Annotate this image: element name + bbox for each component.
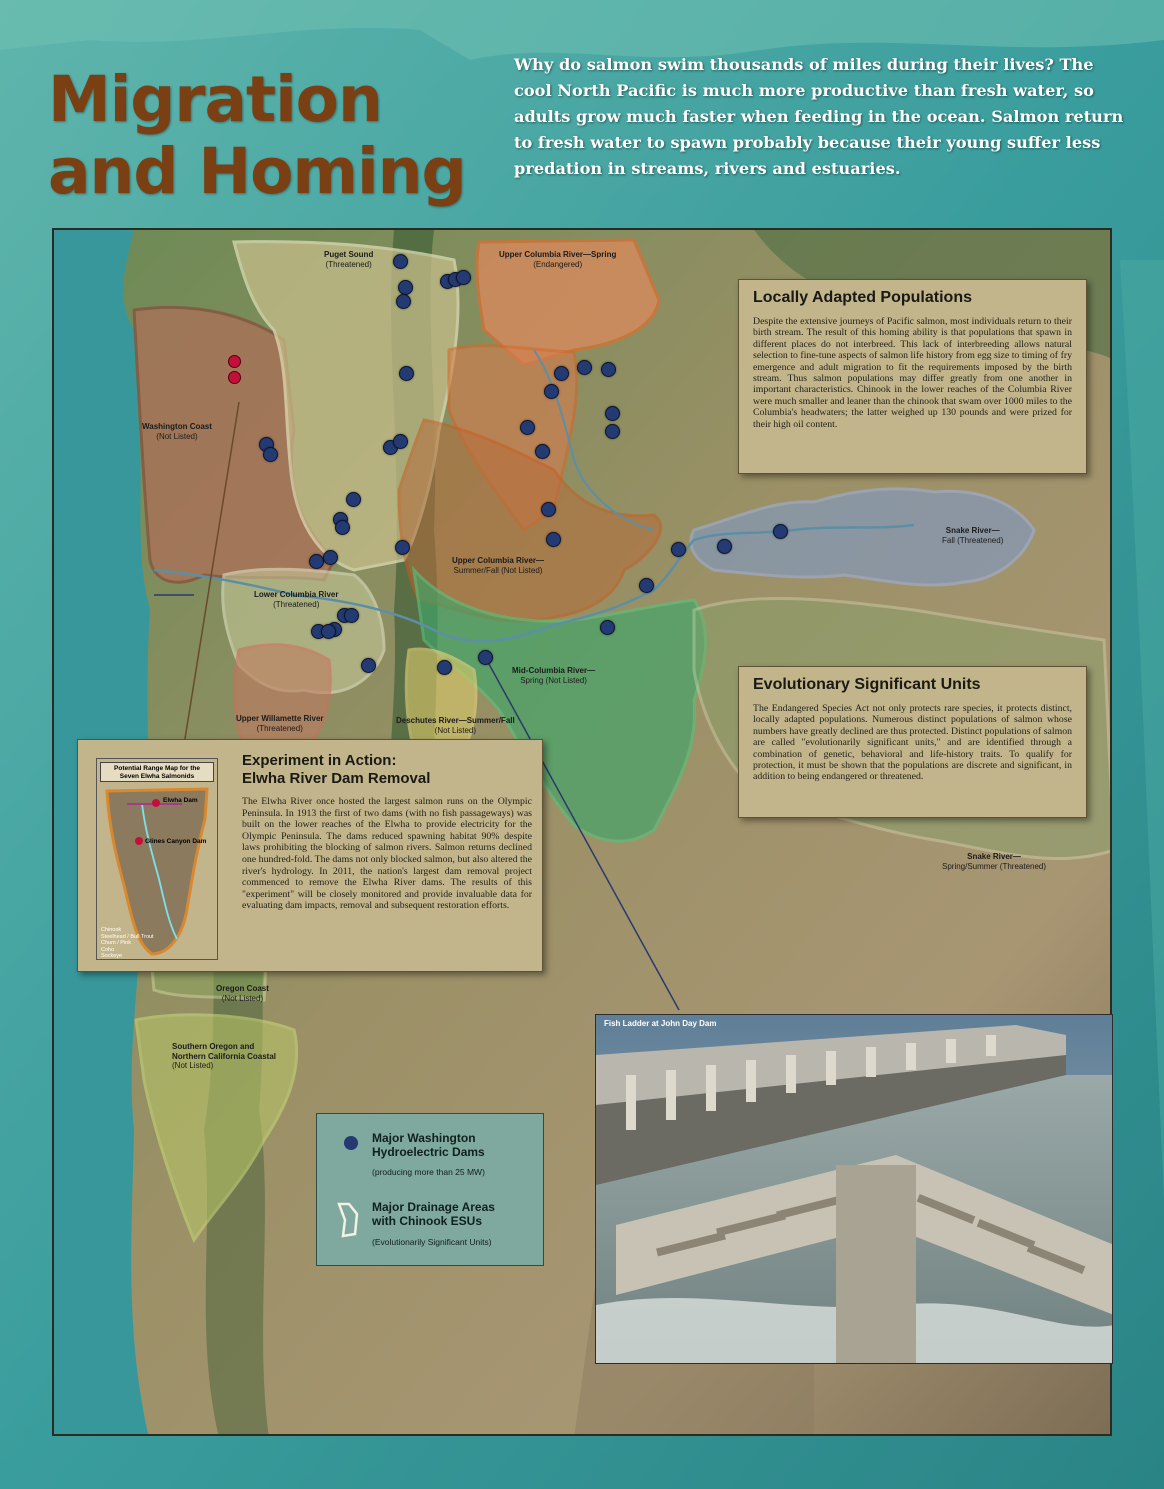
panel-heading-2: Elwha River Dam Removal bbox=[242, 770, 431, 787]
panel-body: Despite the extensive journeys of Pacific salmon, most individuals return to their birth stream. The result of this homing ability is that populations that spawn in different places do not interbreed. This lack of interbreeding allows natural selection to fine-tune aspects of salmon life history from egg size to timing of fry emergence and adult migration to fit the requirements imposed by the birth stream. Thus salmon populations may differ greatly from one another in important characteristics. Chinook in the lower reaches of the Columbia River were much smaller and leaner than the chinook that swam over 1000 miles to the Columbia's headwaters; the latter weighed up 130 pounds and were prized for their high oil content. bbox=[753, 316, 1072, 430]
elwha-dam-marker bbox=[228, 355, 241, 368]
esu-name: Southern Oregon and bbox=[172, 1042, 255, 1051]
esu-label-upper-columbia-spring bbox=[499, 250, 616, 269]
esu-status: Fall (Threatened) bbox=[942, 535, 1004, 545]
dam-marker bbox=[478, 650, 493, 665]
dam-legend-title-2: Hydroelectric Dams bbox=[372, 1145, 485, 1159]
dam-marker bbox=[399, 366, 414, 381]
panel-body: The Elwha River once hosted the largest salmon runs on the Olympic Peninsula. In 1913 the first of two dams (with no fish passageways) was built on the lower reaches of the Elwha to provide electricity for the Olympic Peninsula. The dams reduced spawning habitat 90% despite laws prohibiting the blocking of salmon rivers. Salmon returns declined one hundred-fold. The dams not only blocked salmon, but also altered the river's hydrology. In 2011, the nation's largest dam removal project commenced to remove the Elwha River dams. The results of this "experiment" will be closely monitored and provide invaluable data for evaluating dam impacts, removal and subsequent restoration efforts. bbox=[242, 796, 532, 912]
dam-marker bbox=[600, 620, 615, 635]
dam-marker bbox=[717, 539, 732, 554]
esu-name: Washington Coast bbox=[142, 422, 212, 431]
esu-legend-sub: (Evolutionarily Significant Units) bbox=[372, 1237, 492, 1247]
esu-status: Spring (Not Listed) bbox=[520, 675, 587, 685]
inset-legend-item: Coho bbox=[101, 946, 115, 953]
dam-legend-icon bbox=[344, 1136, 358, 1150]
dam-legend-sub: (producing more than 25 MW) bbox=[372, 1167, 485, 1177]
dam-marker bbox=[577, 360, 592, 375]
esu-label-deschutes bbox=[396, 716, 515, 735]
glines-dam-label: Glines Canyon Dam bbox=[145, 838, 207, 845]
dam-marker bbox=[395, 540, 410, 555]
esu-name: Upper Willamette River bbox=[236, 714, 324, 723]
dam-marker bbox=[346, 492, 361, 507]
esu-name: Deschutes River—Summer/Fall bbox=[396, 716, 515, 725]
esu-name: Snake River— bbox=[945, 526, 1000, 535]
esu-label-southern-oregon-n-california bbox=[172, 1042, 276, 1071]
esu-name: Mid-Columbia River— bbox=[512, 666, 596, 675]
esu-label-oregon-coast bbox=[216, 984, 269, 1003]
esu-status: (Threatened) bbox=[256, 723, 303, 733]
title-line-1: Migration bbox=[48, 63, 382, 136]
esu-label-snake-river-fall bbox=[942, 526, 1003, 545]
elwha-dam-label: Elwha Dam bbox=[163, 797, 198, 804]
dam-legend-title bbox=[372, 1131, 485, 1159]
esu-label-washington-coast bbox=[142, 422, 212, 441]
inset-legend-item: Sockeye bbox=[101, 953, 123, 959]
esu-name-2: Northern California Coastal bbox=[172, 1051, 277, 1061]
esu-name: Upper Columbia River—Spring bbox=[499, 250, 617, 259]
esu-status: (Threatened) bbox=[273, 599, 320, 609]
esu-label-lower-columbia bbox=[254, 590, 338, 609]
dam-marker bbox=[544, 384, 559, 399]
inset-legend-item: Chinook bbox=[101, 927, 122, 933]
panel-heading: Locally Adapted Populations bbox=[753, 289, 972, 306]
esu-label-upper-columbia-summer-fall bbox=[452, 556, 544, 575]
dam-marker bbox=[605, 406, 620, 421]
dam-marker bbox=[344, 608, 359, 623]
panel-locally-adapted-populations bbox=[738, 279, 1087, 474]
intro-text: Why do salmon swim thousands of miles during their lives? The cool North Pacific is much more productive than fresh water, so adults grow much faster when feeding in the ocean. Salmon return to fresh water to spawn probably because their young suffer less predation in streams, rivers and estuaries. bbox=[514, 55, 1124, 178]
esu-label-mid-columbia-spring bbox=[512, 666, 595, 685]
esu-legend-title-1: Major Drainage Areas bbox=[372, 1200, 495, 1214]
dam-marker bbox=[309, 554, 324, 569]
dam-marker bbox=[520, 420, 535, 435]
dam-marker bbox=[456, 270, 471, 285]
panel-heading-1: Experiment in Action: bbox=[242, 752, 397, 769]
esu-outline-icon bbox=[335, 1200, 361, 1240]
esu-status: (Threatened) bbox=[325, 259, 372, 269]
esu-legend-title bbox=[372, 1200, 495, 1228]
dam-marker bbox=[773, 524, 788, 539]
esu-label-upper-willamette bbox=[236, 714, 324, 733]
esu-status: Summer/Fall (Not Listed) bbox=[453, 565, 543, 575]
dam-marker bbox=[639, 578, 654, 593]
dam-marker bbox=[541, 502, 556, 517]
dam-marker bbox=[546, 532, 561, 547]
esu-name: Lower Columbia River bbox=[254, 590, 339, 599]
dam-marker bbox=[321, 624, 336, 639]
dam-legend-title-1: Major Washington bbox=[372, 1131, 476, 1145]
inset-legend bbox=[101, 927, 154, 960]
photo-caption: Fish Ladder at John Day Dam bbox=[604, 1019, 717, 1028]
esu-status: Spring/Summer (Threatened) bbox=[942, 861, 1047, 871]
esu-status: (Not Listed) bbox=[172, 1061, 214, 1070]
dam-marker bbox=[671, 542, 686, 557]
dam-marker bbox=[601, 362, 616, 377]
esu-label-snake-river-spring-summer bbox=[942, 852, 1046, 871]
map-legend bbox=[316, 1113, 544, 1266]
esu-label-puget-sound bbox=[324, 250, 373, 269]
inset-title-2: Seven Elwha Salmonids bbox=[119, 773, 195, 780]
dam-marker bbox=[437, 660, 452, 675]
esu-name: Puget Sound bbox=[324, 250, 374, 259]
inset-title-1: Potential Range Map for the bbox=[114, 765, 200, 772]
esu-status: (Not Listed) bbox=[156, 431, 198, 441]
inset-legend-item: Chum / Pink bbox=[101, 940, 131, 946]
esu-name: Snake River— bbox=[967, 852, 1021, 861]
title-line-2: and Homing bbox=[48, 135, 466, 208]
dam-marker bbox=[361, 658, 376, 673]
fish-ladder-photo bbox=[595, 1014, 1113, 1364]
inset-legend-item: Steelhead / Bull Trout bbox=[101, 933, 154, 940]
esu-legend-title-2: with Chinook ESUs bbox=[372, 1214, 483, 1228]
esu-status: (Not Listed) bbox=[221, 993, 264, 1003]
panel-heading: Evolutionary Significant Units bbox=[753, 676, 981, 693]
glines-canyon-dam-marker bbox=[228, 371, 241, 384]
esu-status: (Not Listed) bbox=[434, 725, 477, 735]
dam-marker bbox=[393, 254, 408, 269]
fish-ladder-illustration bbox=[596, 1015, 1113, 1364]
esu-status: (Endangered) bbox=[533, 259, 583, 269]
panel-body: The Endangered Species Act not only protects rare species, it protects distinct, locally adapted populations. Numerous distinct populations of salmon whose numbers have greatly declined are thus protected. Distinct populations of salmon are called "evolutionarily significant units," and are identified through a combination of genetic, behavioral and life-history traits. To qualify for protection, it must be shown that the populations are discrete and significant, in addition to being endangered or threatened. bbox=[753, 703, 1072, 783]
dam-marker bbox=[398, 280, 413, 295]
panel-experiment-in-action bbox=[77, 739, 543, 972]
dam-marker bbox=[335, 520, 350, 535]
page-title bbox=[48, 64, 466, 208]
glines-dam-icon bbox=[135, 837, 143, 845]
dam-marker bbox=[605, 424, 620, 439]
dam-marker bbox=[396, 294, 411, 309]
dam-marker bbox=[554, 366, 569, 381]
dam-marker bbox=[535, 444, 550, 459]
esu-name: Oregon Coast bbox=[216, 984, 269, 993]
elwha-dam-icon bbox=[152, 799, 160, 807]
dam-marker bbox=[323, 550, 338, 565]
elwha-inset-map bbox=[96, 758, 218, 960]
esu-name: Upper Columbia River— bbox=[452, 556, 545, 565]
dam-marker bbox=[263, 447, 278, 462]
panel-evolutionary-significant-units bbox=[738, 666, 1087, 818]
dam-marker bbox=[393, 434, 408, 449]
experiment-text bbox=[242, 752, 532, 912]
